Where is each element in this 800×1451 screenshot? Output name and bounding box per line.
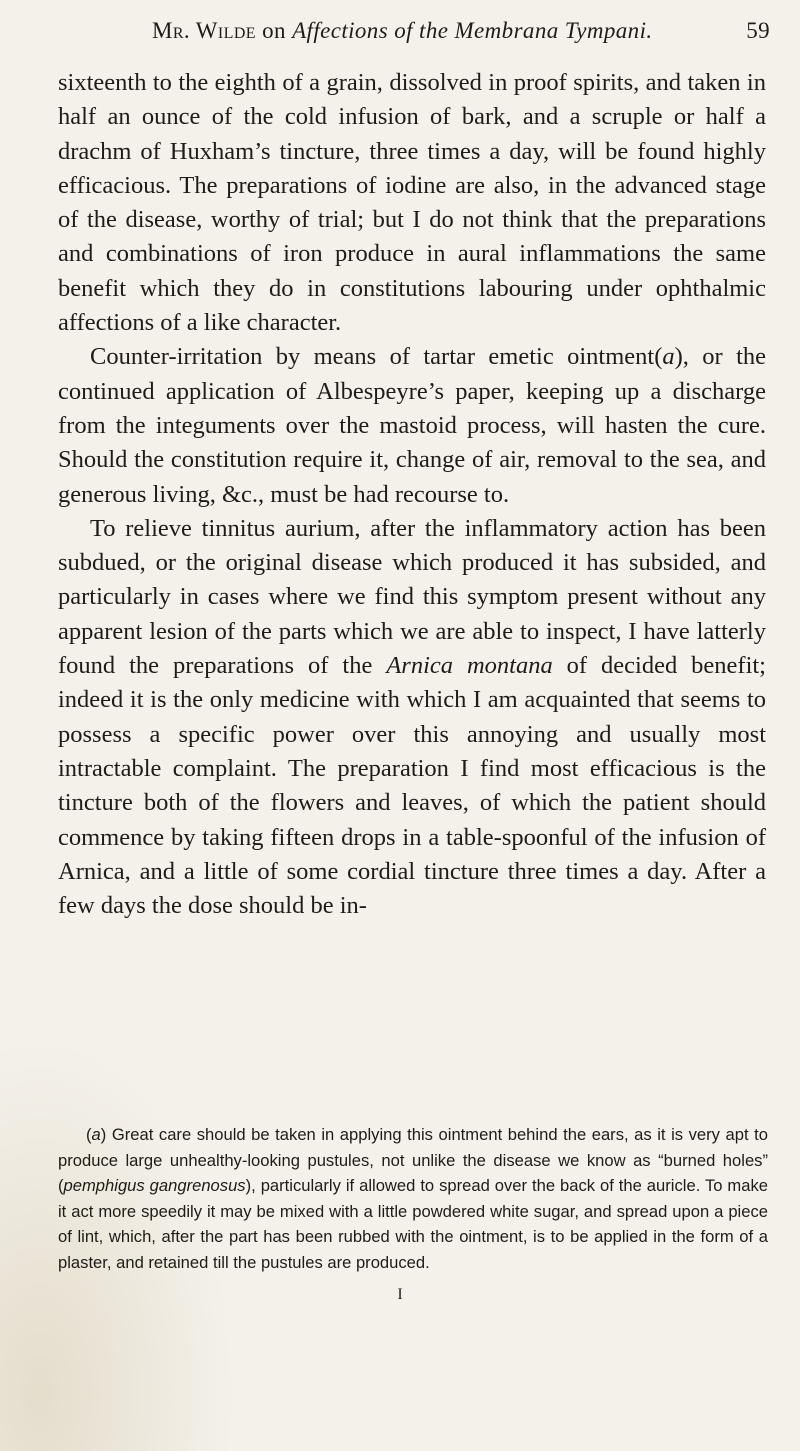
paragraph-text-run: sixteenth to the eighth of a grain, dissolved in proof spirits, and taken in half an ounce of the cold infusion of bark, and a scruple or half a drachm of Huxham’s tincture, three times a day, will be found highly efficacious. The preparations of iodine are also, in the advanced stage of the disease, worthy of trial; but I do not think that the preparations and combinations of iron produce in aural inflammations the same benefit which they do in constitutions labouring under ophthalmic affections of a like character. [58,69,766,337]
page-number: 59 [746,18,770,43]
footnote-text-run: ( [86,1125,92,1144]
paragraph-text-run: Counter-irritation by means of tartar emetic ointment( [90,343,663,371]
running-head-author: Mr. Wilde [152,18,256,43]
paragraph-text-run: of decided benefit; indeed it is the only medicine with which I am acquainted that seems to possess a specific power over this annoying and usually most intractable complaint. The preparation I find most efficacious is the tincture both of the flowers and leaves, of which the patient should commence by taking fifteen drops in a table-spoonful of the infusion of Arnica, and a little of some cordial tincture three times a day. After a few days the dose should be in- [58,652,766,920]
running-head-connector: on [262,18,286,43]
footnote-text-run: ), particularly if allowed to spread over the back of the auricle. To make it act more speedily it may be mixed with a little powdered white sugar, and spread upon a piece of lint, which, after the part has been rubbed with the ointment, is to be applied in the form of a plaster, and retained till the pustules are produced. [58,1176,768,1272]
paragraph-text-italic: Arnica montana [386,652,553,680]
footnote-text-italic: pemphigus gangrenosus [63,1176,246,1196]
running-head [152,18,770,44]
paragraph-text-run: ), or the continued application of Albespeyre’s paper, keeping up a discharge from the integuments over the mastoid process, will hasten the cure. Should the constitution require it, change of air, removal to the sea, and generous living, &c., must be had recourse to. [58,343,766,508]
body-text [58,66,766,923]
paragraph [58,512,766,924]
paragraph [58,66,766,340]
running-head-title: Affections of the Membrana Tympani. [292,18,653,43]
paragraph-text-run: To relieve tinnitus aurium, after the inflammatory action has been subdued, or the original disease which produced it has subsided, and particularly in cases where we find this symptom present without any apparent lesion of the parts which we are able to inspect, I have latterly found the preparations of the [58,514,766,680]
signature-mark: I [397,1286,403,1303]
paragraph [58,340,766,511]
paragraph-text-italic: a [662,343,675,371]
footnote-text-run: ) Great care should be taken in applying this ointment behind the ears, as it is very apt to produce large unhealthy-looking pustules, not unlike the disease we know as “burned holes” ( [58,1125,768,1196]
footnote [58,1122,768,1276]
footnote-text-italic: a [91,1125,101,1144]
